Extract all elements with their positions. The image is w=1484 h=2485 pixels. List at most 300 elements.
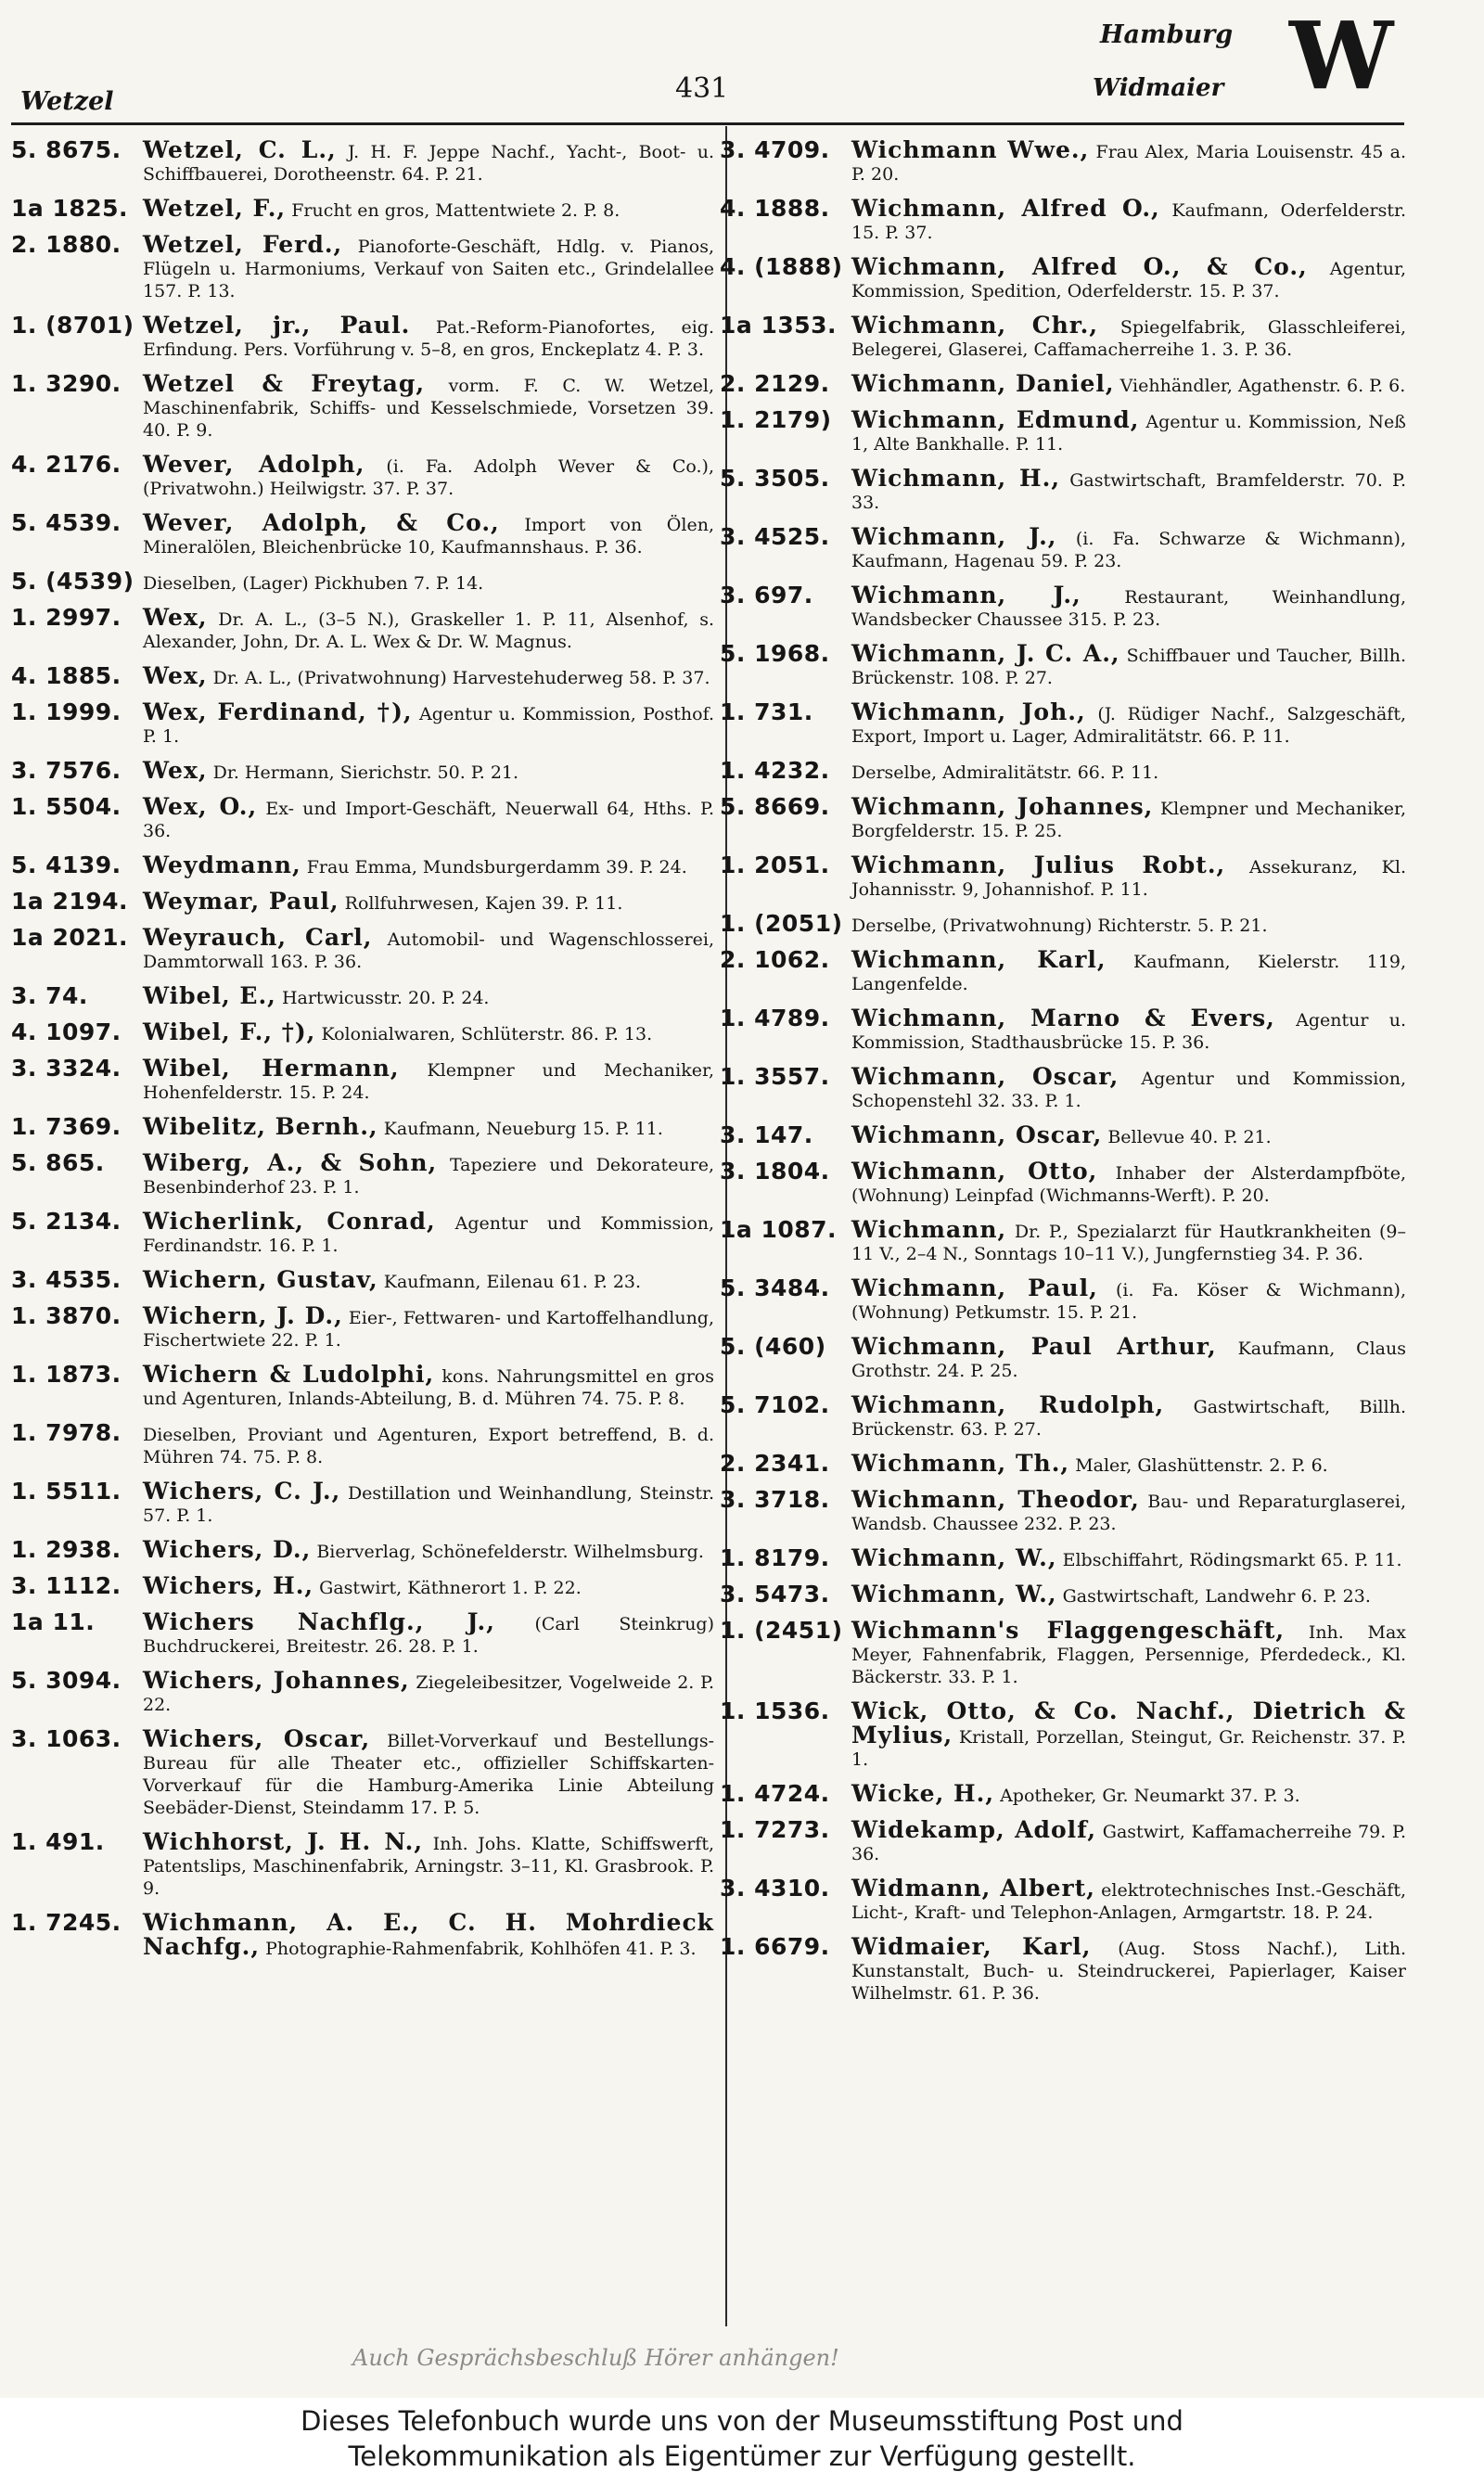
phone-number: 1. 3870. [11, 1302, 122, 1329]
directory-entry [720, 523, 1406, 572]
entry-text [143, 1149, 714, 1198]
entry-details: (Carl Steinkrug) Buchdruckerei, Breitestr. 26. 28. P. 1. [143, 1614, 714, 1657]
entry-name: Wetzel, F., [143, 195, 287, 222]
phone-number: 3. 74. [11, 982, 88, 1009]
entry-details: Maler, Glashüttenstr. 2. P. 6. [1075, 1455, 1328, 1476]
entry-text [143, 195, 714, 222]
directory-entry [720, 1780, 1406, 1807]
entry-details: J. H. F. Jeppe Nachf., Yacht-, Boot- u. Schiffbauerei, Dorotheenstr. 64. P. 21. [143, 142, 714, 185]
entry-details: Bau- und Reparaturglaserei, Wandsb. Chaussee 232. P. 23. [851, 1492, 1407, 1534]
entry-text [851, 913, 1406, 937]
entry-name: Wichmann, [851, 1216, 1007, 1243]
entry-name: Wichmann, J., [851, 523, 1057, 550]
entry-details: Agentur u. Kommission, Neß 1, Alte Bankhalle. P. 11. [851, 412, 1406, 455]
phone-number: 1. 4232. [720, 757, 830, 784]
directory-entry [720, 1486, 1407, 1535]
entry-details: Restaurant, Weinhandlung, Wandsbecker Chaussee 315. P. 23. [851, 587, 1406, 630]
entry-text [143, 136, 714, 186]
phone-number: 1a 2021. [11, 924, 129, 951]
directory-entry [720, 1277, 1406, 1324]
directory-entry [720, 406, 1406, 455]
header-last-name: Widmaier [1093, 74, 1224, 102]
entry-name: Wibel, E., [143, 982, 276, 1009]
entry-text [143, 1113, 714, 1140]
entry-text [851, 136, 1406, 186]
entry-text [851, 946, 1406, 995]
entry-name: Wichmann, W., [851, 1581, 1057, 1608]
header-city: Hamburg [1100, 20, 1234, 49]
entry-text [851, 253, 1407, 302]
entry-details: vorm. F. C. W. Wetzel, Maschinenfabrik, Schiffs- und Kesselschmiede, Vorsetzen 39. 40. P. 9. [143, 376, 715, 441]
directory-entry [720, 910, 1406, 937]
entry-text [851, 793, 1407, 842]
directory-entry [11, 314, 714, 361]
phone-number: 4. 1888. [720, 195, 830, 222]
directory-entry [720, 1933, 1406, 2005]
phone-number: 1a 1353. [720, 312, 838, 339]
entry-name: Wichmann, Rudolph, [851, 1391, 1165, 1418]
entry-name: Wibel, Hermann, [143, 1055, 400, 1082]
phone-number: 1. 5504. [11, 793, 122, 820]
entry-text [851, 465, 1406, 514]
phone-number: 5. 8669. [720, 793, 830, 820]
entry-text [143, 1266, 714, 1293]
entry-text [851, 1007, 1406, 1054]
entry-details: Dr. Hermann, Sierichstr. 50. P. 21. [212, 762, 519, 783]
entry-details: Inhaber der Alsterdampfböte, (Wohnung) Leinpfad (Wichmanns-Werft). P. 20. [851, 1163, 1406, 1206]
entry-text [143, 570, 714, 595]
entry-text [143, 1302, 715, 1351]
entry-details: Derselbe, Admiralitätstr. 66. P. 11. [851, 762, 1159, 783]
phone-number: 1. 7245. [11, 1909, 122, 1936]
entry-name: Wichmann, Karl, [851, 946, 1107, 973]
phone-number: 1. 2051. [720, 852, 830, 878]
entry-text [851, 1486, 1407, 1535]
entry-name: Wichmann, Daniel, [851, 370, 1115, 397]
entry-details: Gastwirt, Käthnerort 1. P. 22. [319, 1578, 582, 1598]
phone-number: 5. 1968. [720, 640, 830, 667]
entry-text [851, 1277, 1406, 1324]
phone-number: 5. 2134. [11, 1208, 122, 1235]
entry-text [143, 854, 714, 878]
entry-text [143, 509, 714, 558]
directory-entry [720, 854, 1406, 901]
entry-text [143, 1667, 714, 1716]
header-rule [11, 122, 1404, 125]
directory-entry [720, 793, 1407, 842]
entry-text [143, 370, 715, 442]
phone-number: 1. 491. [11, 1828, 105, 1855]
entry-name: Wichern, Gustav, [143, 1266, 378, 1293]
phone-number: 1a 1087. [720, 1216, 838, 1243]
entry-text [143, 1018, 714, 1045]
entry-name: Wibelitz, Bernh., [143, 1113, 378, 1140]
entry-text [143, 604, 714, 653]
entry-details: elektrotechnisches Inst.-Geschäft, Licht-, Kraft- und Telephon-Anlagen, Armgartstr. 18. P. 24. [851, 1880, 1406, 1923]
phone-number: 3. 3324. [11, 1055, 122, 1082]
entry-details: Bellevue 40. P. 21. [1107, 1127, 1272, 1147]
entry-name: Wichmann, Johannes, [851, 793, 1154, 820]
phone-number: 5. 865. [11, 1149, 105, 1176]
entry-details: Tapeziere und Dekorateure, Besenbinderhof 23. P. 1. [143, 1155, 714, 1198]
entry-details: Klempner und Mechaniker, Hohenfelderstr. 15. P. 24. [143, 1060, 714, 1103]
entry-details: Dieselben, Proviant und Agenturen, Export betreffend, B. d. Mühren 74. 75. P. 8. [143, 1425, 714, 1467]
entry-text [851, 1391, 1406, 1441]
entry-name: Wetzel, jr., Paul. [143, 312, 411, 339]
entry-text [143, 924, 715, 973]
directory-entry [11, 854, 714, 878]
phone-number: 1. (2051) [720, 910, 843, 937]
phone-number: 2. 2341. [720, 1450, 830, 1477]
entry-details: Agentur und Kommission, Schopenstehl 32. 33. P. 1. [851, 1069, 1407, 1111]
phone-number: 4. 1885. [11, 662, 122, 689]
directory-entry [720, 1333, 1406, 1382]
entry-text [143, 1909, 714, 1960]
directory-entry [11, 370, 715, 442]
directory-entry [11, 195, 714, 222]
entry-text [143, 1536, 714, 1563]
entry-name: Wichmann, Paul, [851, 1275, 1098, 1301]
directory-entry [11, 136, 714, 186]
phone-number: 5. 3484. [720, 1275, 830, 1301]
phone-number: 2. 1880. [11, 231, 122, 258]
entry-details: Frucht en gros, Mattentwiete 2. P. 8. [291, 200, 620, 221]
directory-entry [720, 195, 1406, 244]
entry-details: Automobil- und Wagenschlosserei, Dammtorwall 163. P. 36. [143, 929, 715, 972]
entry-text [143, 1480, 714, 1527]
entry-details: (i. Fa. Adolph Wever & Co.), (Privatwohn.) Heilwigstr. 37. P. 37. [143, 456, 714, 499]
entry-name: Wever, Adolph, [143, 451, 365, 478]
phone-number: 1. 1536. [720, 1697, 830, 1724]
entry-name: Wetzel & Freytag, [143, 370, 426, 397]
footer-attribution [0, 2398, 1484, 2485]
entry-details: Gastwirtschaft, Landwehr 6. P. 23. [1062, 1586, 1371, 1607]
bottom-notice: Auch Gesprächsbeschluß Hörer anhängen! [352, 2345, 839, 2371]
entry-text [143, 1608, 714, 1658]
footer-line-2: Telekommunikation als Eigentümer zur Verfügung gestellt. [348, 2440, 1136, 2472]
entry-text [851, 1450, 1406, 1477]
entry-text [143, 662, 714, 689]
entry-name: Wichmann, Chr., [851, 312, 1099, 339]
entry-text [143, 982, 714, 1009]
entry-details: Kaufmann, Neueburg 15. P. 11. [383, 1119, 663, 1139]
directory-entry [11, 890, 714, 915]
entry-name: Wichmann, J., [851, 582, 1081, 608]
directory-entry [11, 1210, 714, 1257]
phone-number: 3. 1112. [11, 1572, 122, 1599]
phone-number: 3. 147. [720, 1121, 813, 1148]
entry-name: Weydmann, [143, 852, 301, 878]
directory-entry [720, 1583, 1406, 1608]
entry-name: Wichmann, Alfred O., & Co., [851, 253, 1308, 280]
entry-text [143, 698, 714, 748]
entry-details: Spiegelfabrik, Glasschleiferei, Belegerei, Glaserei, Caffamacherreihe 1. 3. P. 36. [851, 317, 1406, 360]
entry-name: Wichers, H., [143, 1572, 314, 1599]
directory-entry [720, 698, 1407, 748]
entry-details: Rollfuhrwesen, Kajen 39. P. 11. [344, 893, 623, 914]
entry-details: (Aug. Stoss Nachf.), Lith. Kunstanstalt, Buch- u. Steindruckerei, Papierlager, Kaiser Wilhelmstr. 61. P. 36. [851, 1939, 1406, 2004]
phone-number: 1. 7369. [11, 1113, 122, 1140]
page-number: 431 [675, 72, 729, 105]
entry-name: Wichern, J. D., [143, 1302, 343, 1329]
phone-number: 1a 2194. [11, 888, 129, 915]
directory-entry [11, 1828, 714, 1900]
entry-details: Viehhändler, Agathenstr. 6. P. 6. [1119, 376, 1406, 396]
right-column [720, 136, 1407, 2017]
entry-text [851, 1617, 1406, 1688]
entry-details: Bierverlag, Schönefelderstr. Wilhelmsburg. [316, 1542, 704, 1562]
directory-entry [720, 1063, 1407, 1112]
directory-entry [720, 1216, 1406, 1265]
phone-number: 3. 5473. [720, 1581, 830, 1608]
phone-number: 1. 731. [720, 698, 813, 725]
directory-entry [11, 1419, 714, 1468]
entry-text [851, 1160, 1406, 1207]
entry-text [851, 1816, 1406, 1865]
left-column [11, 136, 715, 1972]
entry-name: Wichmann, J. C. A., [851, 640, 1120, 667]
entry-details: Agentur und Kommission, Ferdinandstr. 16. P. 1. [143, 1213, 715, 1256]
entry-text [143, 793, 714, 842]
entry-name: Wichmann, Alfred O., [851, 195, 1160, 222]
phone-number: 1a 1825. [11, 195, 129, 222]
entry-text [851, 1933, 1406, 2005]
phone-number: 3. 1063. [11, 1725, 122, 1752]
entry-name: Wichers, D., [143, 1536, 312, 1563]
entry-details: Derselbe, (Privatwohnung) Richterstr. 5. P. 21. [851, 916, 1268, 936]
directory-entry [11, 793, 714, 842]
entry-details: Agentur, Kommission, Spedition, Oderfelderstr. 15. P. 37. [851, 259, 1407, 301]
directory-entry [11, 1667, 714, 1716]
entry-details: Inh. Max Meyer, Fahnenfabrik, Flaggen, Persennige, Pferdedeck., Kl. Bäckerstr. 33. P. 1. [851, 1622, 1406, 1687]
entry-name: Wicherlink, Conrad, [143, 1208, 436, 1235]
entry-details: Dieselben, (Lager) Pickhuben 7. P. 14. [143, 573, 484, 594]
directory-entry [11, 451, 714, 500]
entry-text [143, 231, 714, 302]
directory-entry [720, 640, 1406, 689]
entry-details: Assekuranz, Kl. Johannisstr. 9, Johannishof. P. 11. [851, 857, 1406, 900]
entry-text [851, 1121, 1406, 1148]
entry-name: Widekamp, Adolf, [851, 1816, 1097, 1843]
entry-name: Wichmann, Th., [851, 1450, 1070, 1477]
entry-name: Wichmann, Julius Robt., [851, 852, 1226, 878]
directory-entry [720, 1544, 1406, 1571]
directory-entry [720, 1816, 1406, 1865]
directory-entry [720, 1007, 1406, 1054]
directory-entry [11, 698, 714, 748]
entry-details: Kaufmann, Eilenau 61. P. 23. [383, 1272, 642, 1292]
entry-text [851, 584, 1406, 631]
entry-name: Wex, [143, 662, 208, 689]
phone-number: 5. (4539) [11, 568, 134, 595]
entry-details: Hartwicusstr. 20. P. 24. [281, 988, 490, 1008]
entry-details: Ziegeleibesitzer, Vogelweide 2. P. 22. [143, 1672, 714, 1715]
phone-number: 1. (8701) [11, 312, 134, 339]
entry-details: Frau Alex, Maria Louisenstr. 45 a. P. 20. [851, 142, 1406, 185]
entry-details: (i. Fa. Köser & Wichmann), (Wohnung) Petkumstr. 15. P. 21. [851, 1280, 1407, 1323]
entry-details: Agentur u. Kommission, Posthof. P. 1. [143, 704, 714, 747]
phone-number: 1. 7978. [11, 1419, 122, 1446]
entry-text [143, 1828, 714, 1900]
entry-text [851, 1780, 1406, 1807]
entry-name: Wex, O., [143, 793, 258, 820]
entry-text [851, 370, 1406, 397]
entry-name: Wichmann's Flaggengeschäft, [851, 1617, 1286, 1644]
phone-number: 3. 4709. [720, 136, 830, 163]
entry-details: Apotheker, Gr. Neumarkt 37. P. 3. [1000, 1786, 1300, 1806]
entry-details: kons. Nahrungsmittel en gros und Agenturen, Inlands-Abteilung, B. d. Mühren 74. 75. P. 8. [143, 1366, 714, 1409]
entry-name: Wichmann, Oscar, [851, 1121, 1103, 1148]
entry-details: Kaufmann, Claus Grothstr. 24. P. 25. [851, 1339, 1406, 1381]
entry-text [851, 1877, 1406, 1924]
entry-name: Wicke, H., [851, 1780, 995, 1807]
entry-name: Wichers, C. J., [143, 1478, 341, 1505]
directory-entry [720, 1617, 1406, 1688]
phone-number: 3. 1804. [720, 1158, 830, 1185]
phone-number: 5. 7102. [720, 1391, 830, 1418]
entry-name: Wick, Otto, & Co. Nachf., Dietrich & Mylius, [851, 1697, 1406, 1748]
entry-details: Dr. P., Spezialarzt für Hautkrankheiten (9–11 V., 2–4 N., Sonntags 10–11 V.), Jungfernstieg 34. P. 36. [851, 1222, 1406, 1264]
entry-text [143, 314, 714, 361]
entry-text [851, 1544, 1406, 1571]
entry-name: Wichers, Johannes, [143, 1667, 410, 1694]
phone-number: 1. 2938. [11, 1536, 122, 1563]
phone-number: 5. 4139. [11, 852, 122, 878]
entry-text [143, 890, 714, 915]
entry-text [143, 1422, 714, 1468]
entry-name: Wichmann, Edmund, [851, 406, 1140, 433]
entry-name: Wichmann, H., [851, 465, 1061, 492]
entry-details: Gastwirtschaft, Billh. Brückenstr. 63. P. 27. [851, 1397, 1406, 1440]
entry-details: Schiffbauer und Taucher, Billh. Brückenstr. 108. P. 27. [851, 646, 1406, 688]
phone-number: 2. 1062. [720, 946, 830, 973]
entry-details: Elbschiffahrt, Rödingsmarkt 65. P. 11. [1062, 1550, 1402, 1570]
directory-entry [11, 1266, 714, 1293]
entry-details: Destillation und Weinhandlung, Steinstr. 57. P. 1. [143, 1483, 715, 1526]
directory-entry [11, 982, 714, 1009]
directory-entry [720, 253, 1407, 302]
phone-number: 3. 3718. [720, 1486, 830, 1513]
phone-number: 5. 8675. [11, 136, 122, 163]
directory-entry [720, 370, 1406, 397]
phone-number: 1. 2997. [11, 604, 122, 631]
phone-number: 1. 8179. [720, 1544, 830, 1571]
entry-details: Kolonialwaren, Schlüterstr. 86. P. 13. [321, 1024, 653, 1044]
entry-name: Wichmann, Paul Arthur, [851, 1333, 1217, 1360]
entry-name: Wichmann, Joh., [851, 698, 1086, 725]
directory-entry [720, 1877, 1406, 1924]
entry-text [851, 1216, 1406, 1265]
entry-name: Wichmann, Otto, [851, 1158, 1098, 1185]
directory-entry [11, 570, 714, 595]
entry-details: Photographie-Rahmenfabrik, Kohlhöfen 41. P. 3. [265, 1939, 697, 1959]
entry-name: Wetzel, Ferd., [143, 231, 343, 258]
directory-entry [11, 509, 714, 558]
phone-number: 3. 4310. [720, 1875, 830, 1902]
directory-entry [720, 136, 1406, 186]
directory-entry [720, 584, 1406, 631]
entry-name: Wichmann Wwe., [851, 136, 1090, 163]
entry-name: Wichmann, Marno & Evers, [851, 1005, 1275, 1031]
entry-name: Wex, [143, 604, 208, 631]
phone-number: 3. 7576. [11, 757, 122, 784]
directory-entry [720, 1160, 1406, 1207]
directory-entry [11, 662, 714, 689]
entry-text [851, 640, 1406, 689]
directory-entry [11, 924, 715, 973]
entry-details: Ex- und Import-Geschäft, Neuerwall 64, Hths. P. 36. [143, 799, 714, 841]
entry-text [143, 451, 714, 500]
entry-text [851, 523, 1406, 572]
phone-number: 4. 1097. [11, 1018, 122, 1045]
entry-name: Widmann, Albert, [851, 1875, 1095, 1902]
phone-number: 1. 2179) [720, 406, 832, 433]
directory-entry [720, 946, 1406, 995]
phone-number: 3. 4525. [720, 523, 830, 550]
directory-entry [11, 1536, 714, 1563]
entry-text [143, 1057, 714, 1104]
entry-details: Dr. A. L., (Privatwohnung) Harvestehuderweg 58. P. 37. [212, 668, 710, 688]
entry-details: Kaufmann, Oderfelderstr. 15. P. 37. [851, 200, 1406, 243]
entry-text [851, 1583, 1406, 1608]
directory-entry [11, 1113, 714, 1140]
entry-name: Wever, Adolph, & Co., [143, 509, 500, 536]
directory-entry [11, 1725, 715, 1819]
phone-number: 1. (2451) [720, 1617, 843, 1644]
phone-number: 5. 3094. [11, 1667, 122, 1694]
directory-entry [11, 1057, 714, 1104]
entry-details: Dr. A. L., (3–5 N.), Graskeller 1. P. 11, Alsenhof, s. Alexander, John, Dr. A. L. Wex & Dr. W. Magnus. [143, 609, 714, 652]
directory-entry [720, 314, 1406, 361]
phone-number: 1. 4724. [720, 1780, 830, 1807]
entry-name: Wichhorst, J. H. N., [143, 1828, 424, 1855]
phone-number: 5. (460) [720, 1333, 826, 1360]
directory-entry [11, 1572, 714, 1599]
directory-entry [720, 757, 1406, 784]
entry-name: Weymar, Paul, [143, 888, 339, 915]
phone-number: 3. 697. [720, 582, 813, 608]
header-first-name: Wetzel [20, 87, 114, 116]
entry-text [143, 1361, 714, 1410]
entry-text [143, 1210, 714, 1257]
entry-details: Kristall, Porzellan, Steingut, Gr. Reichenstr. 37. P. 1. [851, 1727, 1407, 1770]
entry-details: (i. Fa. Schwarze & Wichmann), Kaufmann, Hagenau 59. P. 23. [851, 529, 1406, 571]
entry-text [851, 406, 1406, 455]
directory-entry [11, 231, 714, 302]
entry-name: Wichmann, Theodor, [851, 1486, 1140, 1513]
entry-text [851, 1697, 1407, 1771]
directory-entry [11, 1018, 714, 1045]
entry-name: Wichern & Ludolphi, [143, 1361, 435, 1388]
directory-entry [11, 604, 714, 653]
entry-text [143, 1572, 714, 1599]
phone-number: 1. 7273. [720, 1816, 830, 1843]
directory-entry [11, 1361, 714, 1410]
entry-details: Billet-Vorverkauf und Bestellungs-Bureau für alle Theater etc., offizieller Schiffskarten-Vorverkauf für die Hamburg-Amerika Linie Abteilung Seebäder-Dienst, Steindamm 17. P. 5. [143, 1731, 715, 1818]
directory-entry [11, 1480, 714, 1527]
phone-number: 1. 3290. [11, 370, 122, 397]
entry-name: Wetzel, C. L., [143, 136, 337, 163]
directory-entry [720, 1391, 1406, 1441]
entry-text [851, 760, 1406, 784]
entry-text [851, 314, 1406, 361]
directory-entry [11, 1149, 714, 1198]
entry-name: Wichmann, W., [851, 1544, 1057, 1571]
entry-name: Wichmann, Oscar, [851, 1063, 1119, 1090]
entry-details: Agentur u. Kommission, Stadthausbrücke 15. P. 36. [851, 1010, 1406, 1053]
directory-entry [720, 1450, 1406, 1477]
entry-details: Gastwirtschaft, Bramfelderstr. 70. P. 33. [851, 470, 1406, 513]
